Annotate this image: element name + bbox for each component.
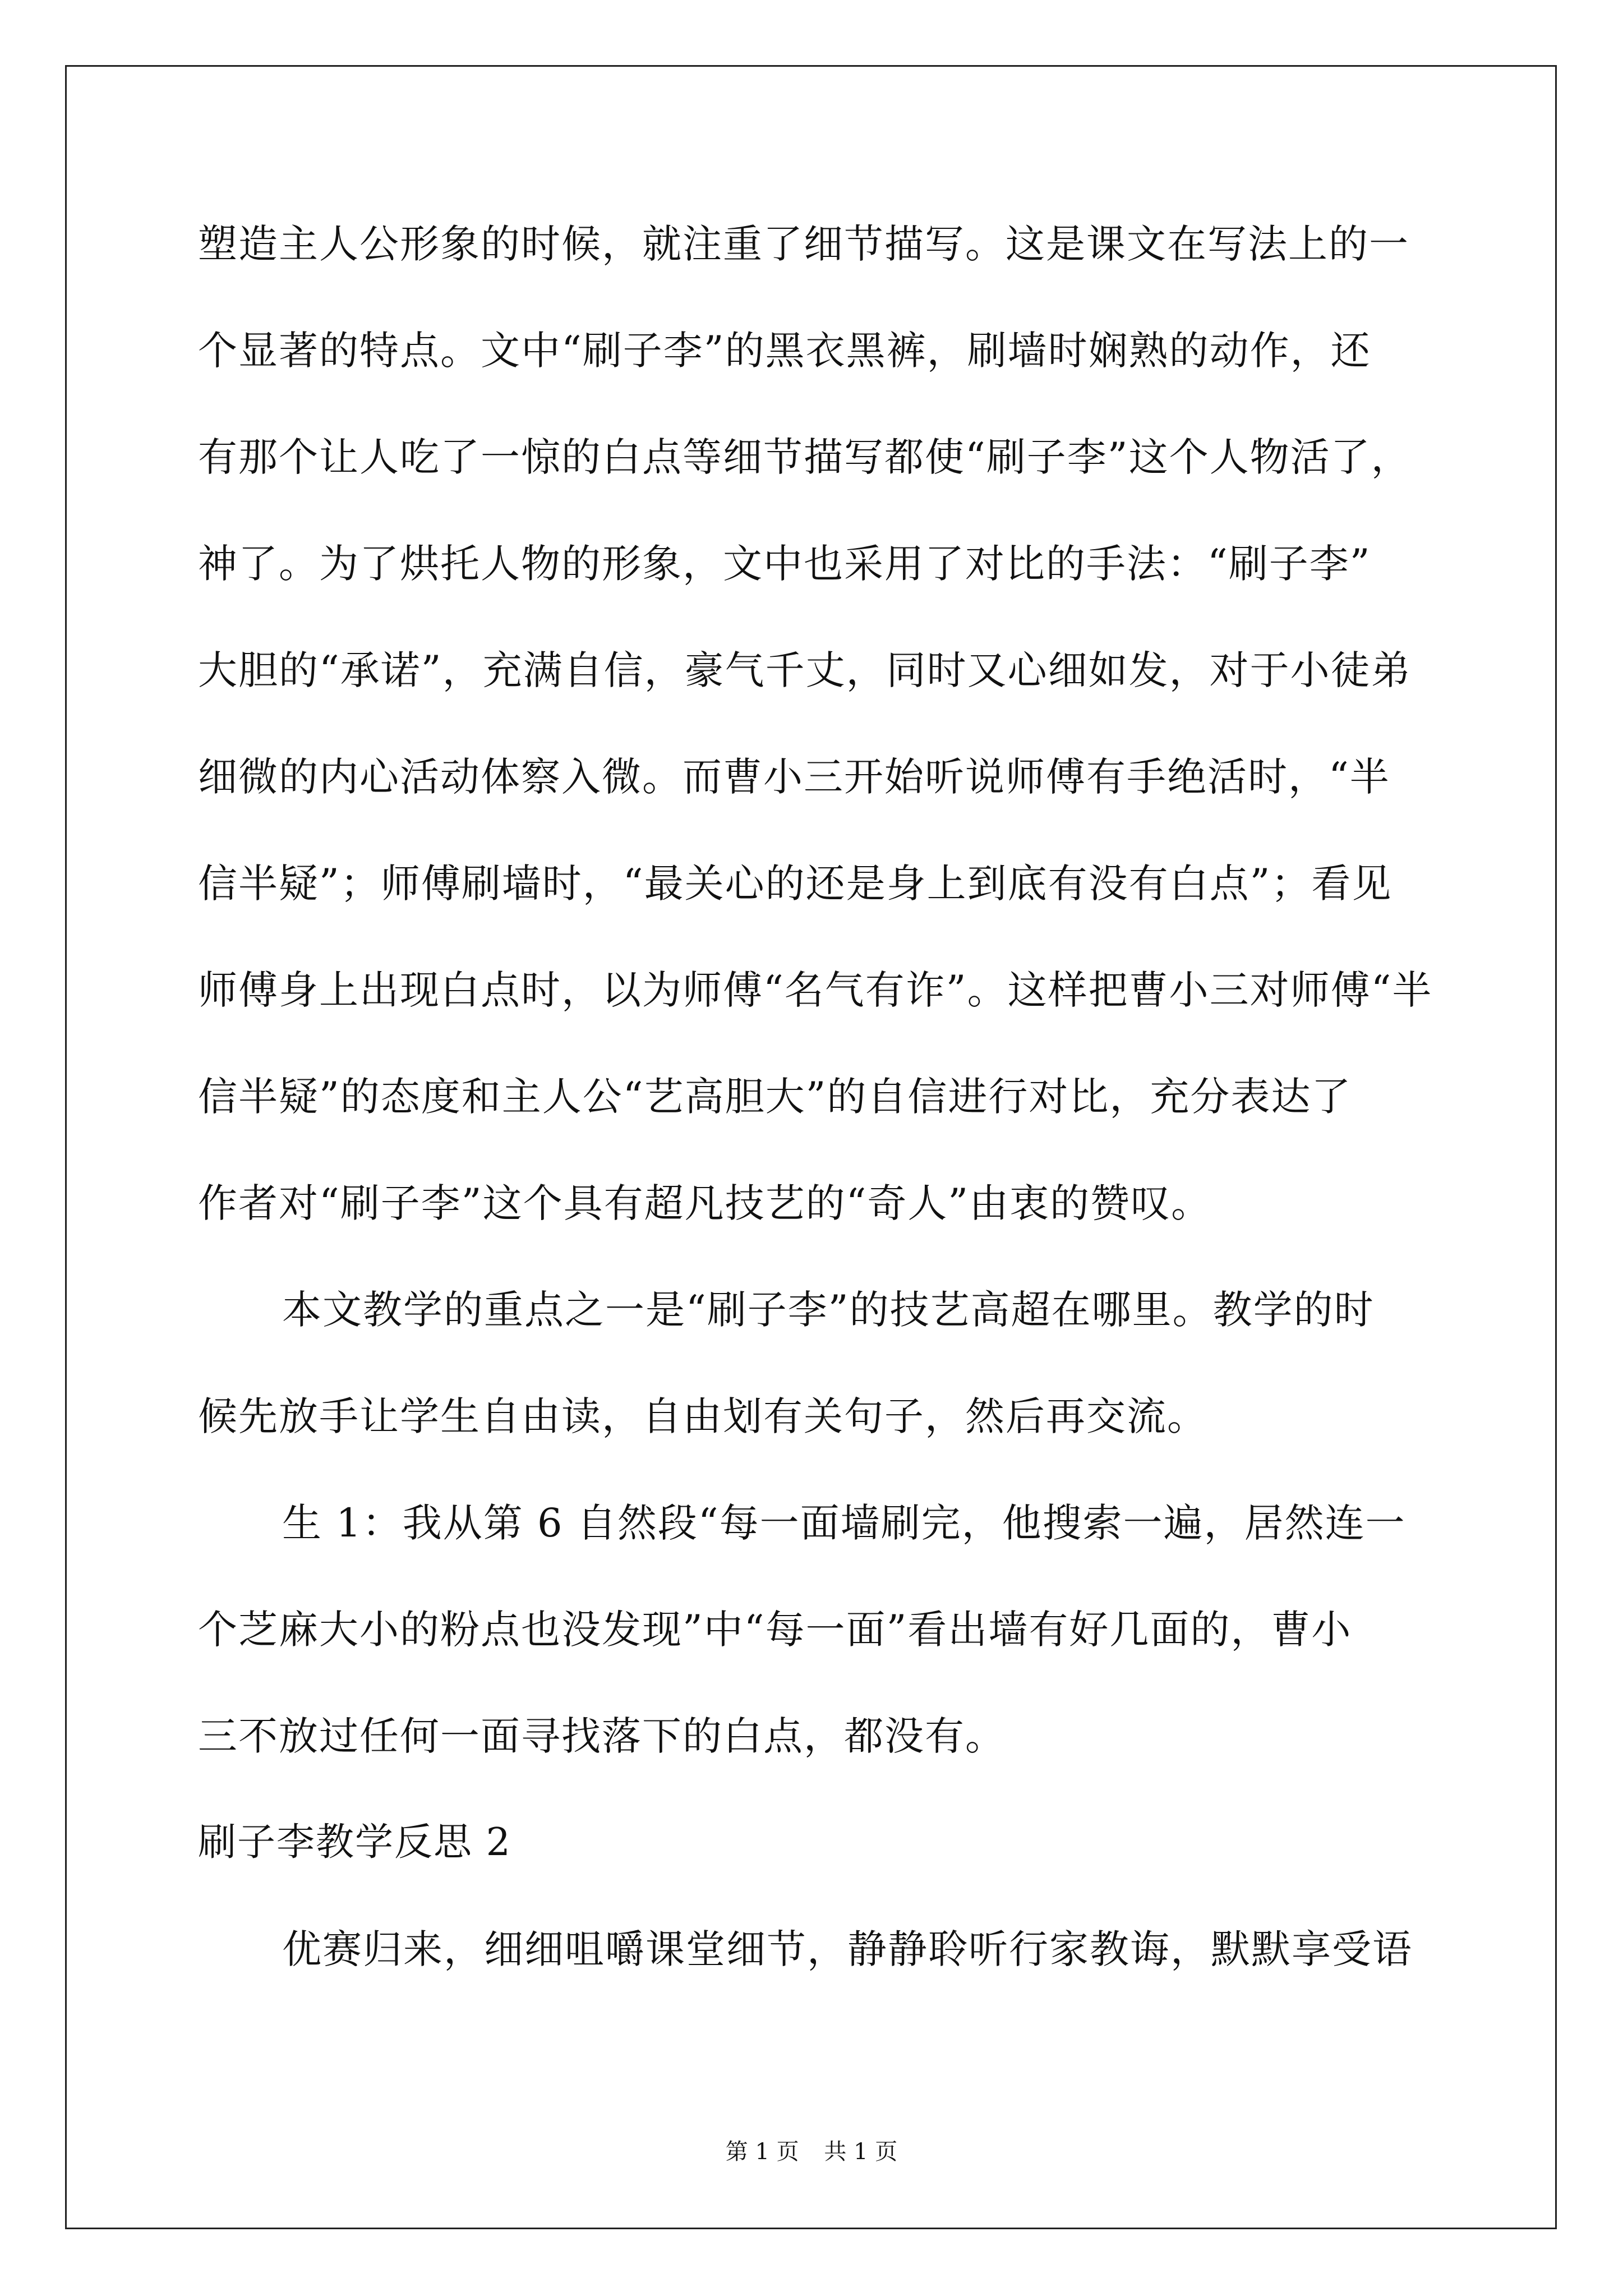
section-heading: 刷子李教学反思 2 xyxy=(198,1820,511,1865)
text-line: 个芝麻大小的粉点也没发现”中“每一面”看出墙有好几面的，曹小 xyxy=(198,1607,1352,1653)
text-line: 塑造主人公形象的时候，就注重了细节描写。这是课文在写法上的一 xyxy=(198,221,1409,267)
text-line: 候先放手让学生自由读，自由划有关句子，然后再交流。 xyxy=(198,1393,1207,1439)
text-line: 师傅身上出现白点时，以为师傅“名气有诈”。这样把曹小三对师傅“半 xyxy=(198,967,1433,1013)
text-line: 本文教学的重点之一是“刷子李”的技艺高超在哪里。教学的时 xyxy=(282,1287,1375,1333)
text-line: 信半疑”的态度和主人公“艺高胆大”的自信进行对比，充分表达了 xyxy=(198,1074,1352,1120)
document-body xyxy=(198,213,1433,2025)
text-line: 三不放过任何一面寻找落下的白点，都没有。 xyxy=(198,1713,1006,1759)
page-footer xyxy=(0,2135,1623,2169)
text-line: 生 1：我从第 6 自然段“每一面墙刷完，他搜索一遍，居然连一 xyxy=(282,1500,1406,1546)
text-line: 有那个让人吃了一惊的白点等细节描写都使“刷子李”这个人物活了， xyxy=(198,434,1412,480)
text-line: 优赛归来，细细咀嚼课堂细节，静静聆听行家教诲，默默享受语 xyxy=(282,1926,1413,1972)
text-line: 信半疑”；师傅刷墙时，“最关心的还是身上到底有没有白点”；看见 xyxy=(198,861,1393,907)
text-line: 大胆的“承诺”，充满自信，豪气千丈，同时又心细如发，对于小徒弟 xyxy=(198,647,1412,693)
page-total: 共 1 页 xyxy=(824,2139,898,2165)
text-line: 个显著的特点。文中“刷子李”的黑衣黑裤，刷墙时娴熟的动作，还 xyxy=(198,328,1371,374)
page-number: 第 1 页 xyxy=(725,2139,799,2165)
text-line: 细微的内心活动体察入微。而曹小三开始听说师傅有手绝活时，“半 xyxy=(198,754,1390,800)
text-line: 神了。为了烘托人物的形象，文中也采用了对比的手法：“刷子李” xyxy=(198,541,1371,587)
text-line: 作者对“刷子李”这个具有超凡技艺的“奇人”由衷的赞叹。 xyxy=(198,1180,1212,1226)
